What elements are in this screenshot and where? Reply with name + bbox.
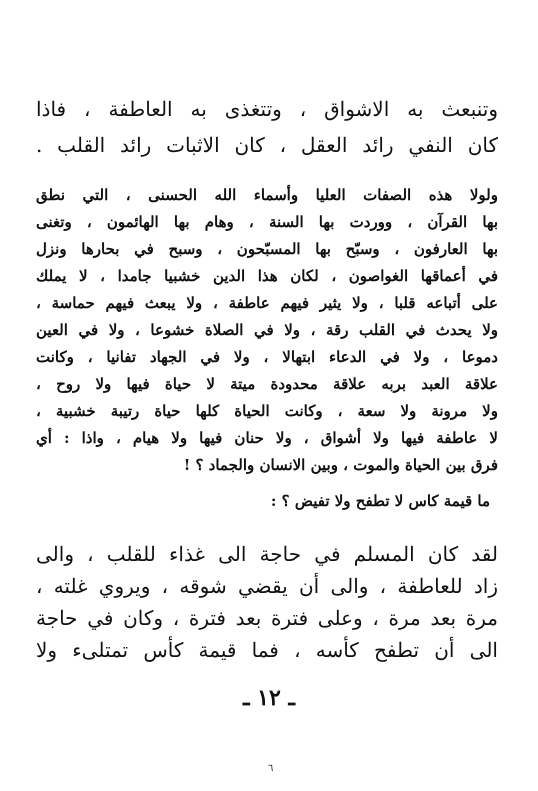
paragraph-2-line: دموعا ، ولا في الدعاء ابتهالا ، ولا في الجهاد تفانيا ، وكانت	[36, 348, 498, 366]
paragraph-3-line: لقد كان المسلم في حاجة الى غذاء للقلب ، والى	[36, 542, 498, 566]
paragraph-1-line: كان النفي رائد العقل ، كان الاثبات رائد القلب .	[36, 133, 498, 157]
paragraph-2-line: فرق بين الحياة والموت ، وبين الانسان والجماد ؟ !	[183, 456, 498, 474]
section-heading: ما قيمة كاس لا تطفح ولا تفيض ؟ :	[270, 492, 490, 510]
footer-mark: ٦	[268, 763, 274, 774]
paragraph-2-line: لا عاطفة فيها ولا أشواق ، ولا حنان فيها ولا هيام ، واذا : أي	[36, 429, 498, 447]
paragraph-2-line: ولا مرونة ولا سعة ، وكانت الحياة كلها حياة رتيبة خشبية ،	[36, 402, 498, 420]
paragraph-2-line: على أتباعه قلبا ، ولا يثير فيهم عاطفة ، ولا يبعث فيهم حماسة ،	[36, 294, 498, 312]
paragraph-3-line: الى أن تطفح كأسه ، فما قيمة كأس تمتلىء ولا	[36, 638, 498, 662]
paragraph-2-line: بها العارفون ، وسبّح بها المسبّحون ، وسبح في بحارها ونزل	[36, 240, 498, 258]
paragraph-2-line: في أعماقها الغواصون ، لكان هذا الدين خشبيا جامدا ، لا يملك	[36, 267, 498, 285]
paragraph-2-line: بها القرآن ، ووردت بها السنة ، وهام بها الهائمون ، وتغنى	[36, 213, 498, 231]
paragraph-2-line: علاقة العبد بربه علاقة محدودة ميتة لا حياة فيها ولا روح ،	[36, 375, 498, 393]
paragraph-1-line: وتنبعث به الاشواق ، وتتغذى به العاطفة ، فاذا	[36, 97, 498, 121]
paragraph-2-line: ولا يحدث في القلب رقة ، ولا في الصلاة خشوعا ، ولا في العين	[36, 321, 498, 339]
paragraph-2-line: ولولا هذه الصفات العليا وأسماء الله الحسنى ، التي نطق	[36, 186, 498, 204]
paragraph-3-line: مرة بعد مرة ، وعلى فترة بعد فترة ، وكان في حاجة	[36, 606, 498, 630]
page-number: ـ ١٢ ـ	[243, 685, 295, 711]
paragraph-3-line: زاد للعاطفة ، والى أن يقضي شوقه ، ويروي غلته ،	[36, 574, 498, 598]
